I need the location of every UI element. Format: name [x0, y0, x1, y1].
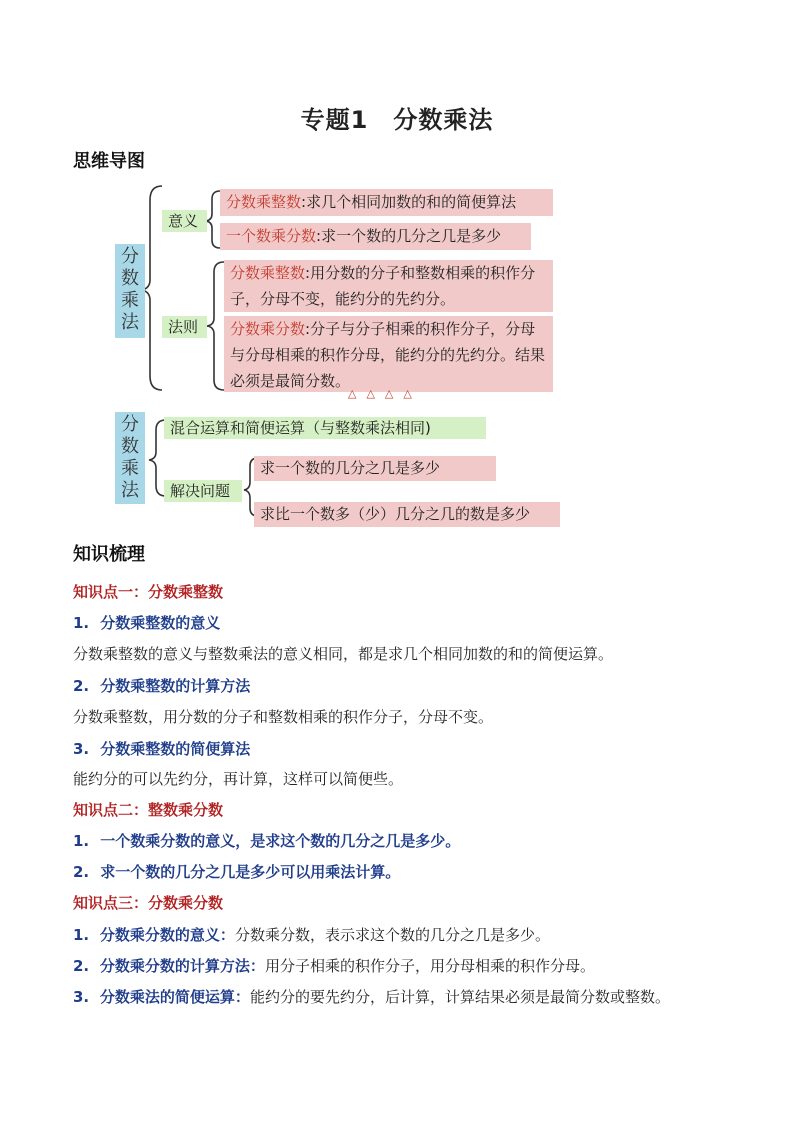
point-3-item-1-heading: 分数乘分数的意义：	[99, 926, 235, 944]
point-2-item-2-num: 2.	[73, 863, 90, 881]
point-2-item-1	[73, 830, 460, 851]
rule-item-2-term: 分数乘分数	[230, 320, 306, 338]
meaning-item-2	[220, 223, 531, 250]
meaning-item-1	[220, 189, 553, 216]
meaning-item-1-term: 分数乘整数	[226, 193, 302, 211]
point-3-item-2-num: 2.	[73, 957, 90, 975]
point-1-title: 知识点一：分数乘整数	[73, 583, 224, 601]
point-2-item-1-heading: 一个数乘分数的意义，是求这个数的几分之几是多少。	[100, 832, 461, 850]
point-3-item-2-desc: 用分子相乘的积作分子，用分母相乘的积作分母。	[264, 957, 595, 975]
brace-map1-root	[142, 186, 162, 390]
rule-item-1-text: :用分数的分子和整数相乘的积作分子，分母不变，能约分的先约分。	[230, 264, 536, 308]
point-2-item-1-num: 1.	[73, 832, 90, 850]
node-meaning: 意义	[162, 210, 207, 232]
point-1-item-3-head	[73, 738, 250, 759]
point-3-item-1	[73, 924, 550, 945]
solve-item-2: 求比一个数多（少）几分之几的数是多少	[254, 502, 560, 527]
point-3-item-2-heading: 分数乘分数的计算方法：	[99, 957, 265, 975]
rule-item-2	[224, 316, 553, 392]
point-1-item-3-heading: 分数乘整数的简便算法	[100, 740, 251, 758]
rule-item-1-term: 分数乘整数	[230, 264, 306, 282]
emphasis-marks: △△△△	[348, 387, 422, 400]
point-3-item-3	[73, 986, 670, 1007]
point-2-item-2	[73, 861, 400, 882]
rule-item-1	[224, 260, 553, 312]
point-3-item-2	[73, 955, 595, 976]
point-1-item-1-num: 1.	[73, 614, 90, 632]
point-1-item-2-head	[73, 675, 250, 696]
point-3-item-1-desc: 分数乘分数，表示求这个数的几分之几是多少。	[234, 926, 550, 944]
meaning-item-2-term: 一个数乘分数	[226, 227, 317, 245]
point-3-item-3-desc: 能约分的要先约分，后计算，计算结果必须是最简分数或整数。	[249, 988, 670, 1006]
brace-rule	[207, 262, 224, 390]
node-solve: 解决问题	[164, 480, 242, 502]
map1-root	[115, 244, 145, 338]
meaning-item-1-text: :求几个相同加数的和的简便算法	[301, 193, 517, 211]
point-1-item-2-desc: 分数乘整数，用分数的分子和整数相乘的积作分子，分母不变。	[73, 708, 494, 726]
meaning-item-2-text: :求一个数的几分之几是多少	[316, 227, 502, 245]
node-mixed: 混合运算和简便运算（与整数乘法相同)	[164, 417, 486, 439]
brace-meaning	[206, 191, 220, 248]
rule-item-2-text: :分子与分子相乘的积作分子，分母与分母相乘的积作分母，能约分的先约分。结果必须是最简分数。	[230, 320, 546, 390]
page-title: 专题1 分数乘法	[300, 106, 494, 134]
point-3-title: 知识点三：分数乘分数	[73, 894, 224, 912]
node-rule: 法则	[162, 316, 207, 338]
point-3-item-1-num: 1.	[73, 926, 90, 944]
map2-root-text: 分数乘法	[121, 414, 139, 501]
point-1-item-2-num: 2.	[73, 677, 90, 695]
point-1-item-1-heading: 分数乘整数的意义	[100, 614, 221, 632]
point-1-item-2-heading: 分数乘整数的计算方法	[100, 677, 251, 695]
knowledge-heading: 知识梳理	[73, 544, 145, 565]
solve-item-1: 求一个数的几分之几是多少	[254, 456, 496, 481]
point-3-item-3-num: 3.	[73, 988, 90, 1006]
point-2-item-2-heading: 求一个数的几分之几是多少可以用乘法计算。	[100, 863, 401, 881]
point-1-item-3-desc: 能约分的可以先约分，再计算，这样可以简便些。	[73, 770, 404, 788]
point-1-item-1-head	[73, 612, 220, 633]
point-3-item-3-heading: 分数乘法的简便运算：	[99, 988, 250, 1006]
point-1-item-3-num: 3.	[73, 740, 90, 758]
point-1-item-1-desc: 分数乘整数的意义与整数乘法的意义相同，都是求几个相同加数的和的简便运算。	[73, 645, 614, 663]
map2-root	[115, 412, 145, 504]
map1-root-text: 分数乘法	[121, 246, 139, 333]
point-2-title: 知识点二：整数乘分数	[73, 801, 224, 819]
mindmap-heading: 思维导图	[73, 151, 145, 172]
